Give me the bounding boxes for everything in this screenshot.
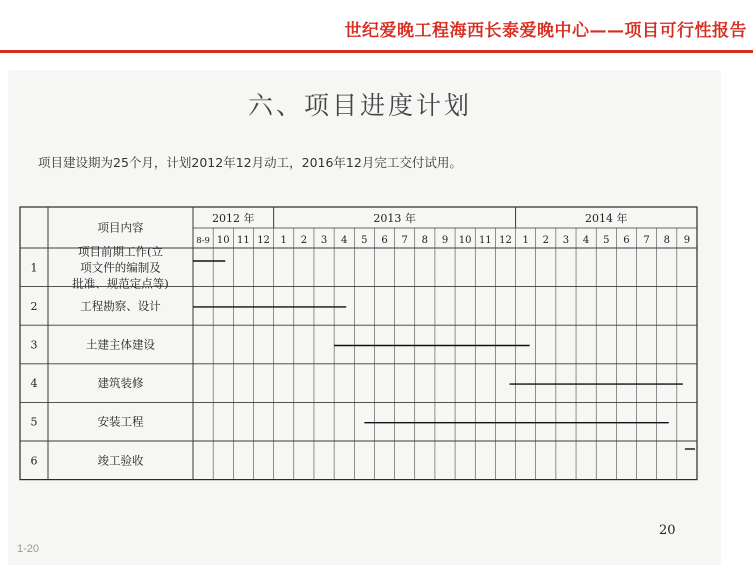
item-header: 项目内容 xyxy=(97,220,144,235)
month-label: 10 xyxy=(216,235,230,246)
task-name: 项文件的编制及 xyxy=(80,260,161,275)
slide-number: 1-20 xyxy=(17,543,40,555)
task-number: 1 xyxy=(30,261,38,275)
month-label: 2 xyxy=(542,235,549,246)
month-label: 3 xyxy=(562,235,570,246)
month-label: 3 xyxy=(320,235,328,246)
month-label: 4 xyxy=(582,235,590,246)
month-label: 1 xyxy=(280,235,287,246)
intro-text: 项目建设期为25个月，计划2012年12月动工，2016年12月完工交付试用。 xyxy=(38,155,462,170)
month-label: 6 xyxy=(623,235,630,246)
month-label: 2 xyxy=(300,235,308,246)
month-label: 11 xyxy=(237,235,250,246)
month-label: 9 xyxy=(441,235,449,246)
task-name: 安装工程 xyxy=(97,414,144,429)
page-number: 20 xyxy=(659,523,676,538)
task-name: 土建主体建设 xyxy=(86,337,155,352)
task-name: 批准、规范定点等) xyxy=(72,276,169,291)
month-label: 7 xyxy=(643,235,650,246)
task-name: 竣工验收 xyxy=(97,453,144,468)
task-name: 工程勘察、设计 xyxy=(80,298,161,313)
year-label: 2012 年 xyxy=(212,212,255,225)
task-number: 5 xyxy=(30,415,38,429)
month-label: 4 xyxy=(341,235,348,246)
task-name: 建筑装修 xyxy=(97,376,144,391)
task-number: 4 xyxy=(30,377,38,391)
month-label: 8-9 xyxy=(196,236,210,246)
month-label: 9 xyxy=(683,235,691,246)
month-label: 7 xyxy=(401,235,408,246)
month-label: 12 xyxy=(257,235,270,246)
month-label: 5 xyxy=(361,235,368,246)
year-label: 2013 年 xyxy=(373,212,416,225)
header-title: 世纪爱晚工程海西长泰爱晚中心——项目可行性报告 xyxy=(344,21,747,41)
month-label: 8 xyxy=(421,235,429,246)
year-label: 2014 年 xyxy=(585,212,628,225)
month-label: 12 xyxy=(499,235,512,246)
task-number: 2 xyxy=(30,299,38,313)
task-number: 3 xyxy=(30,338,38,352)
document-title: 六、项目进度计划 xyxy=(248,91,473,120)
month-label: 6 xyxy=(381,235,388,246)
month-label: 10 xyxy=(458,235,472,246)
month-label: 5 xyxy=(603,235,610,246)
task-name: 项目前期工作(立 xyxy=(78,244,163,259)
task-number: 6 xyxy=(30,454,38,468)
month-label: 11 xyxy=(478,235,492,246)
month-label: 1 xyxy=(522,235,529,246)
month-label: 8 xyxy=(663,235,670,246)
